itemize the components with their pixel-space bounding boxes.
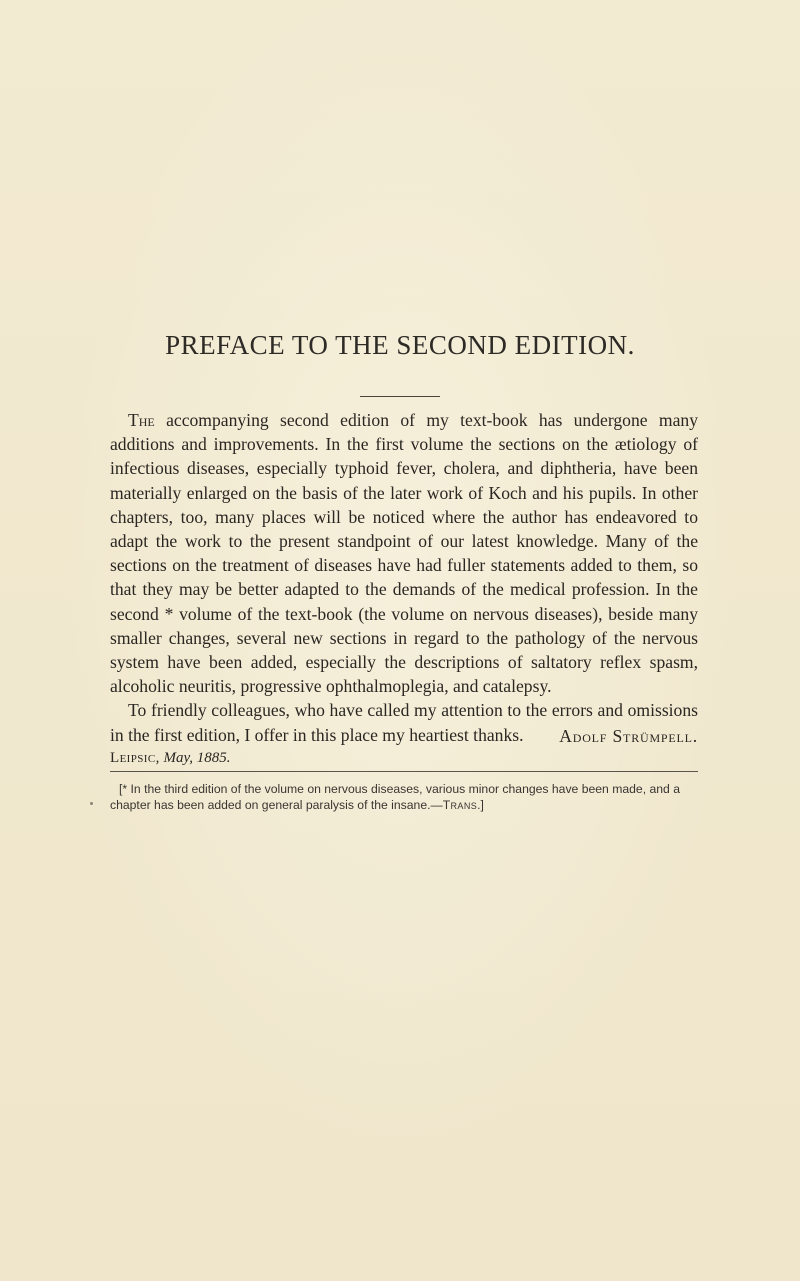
title-divider	[360, 396, 440, 397]
paragraph-1-text: accompanying second edition of my text-book has undergone many additions and improvements. In the first volume the sections on the ætiology of infectious diseases, especially typhoid fever, cholera, and diphtheria, have been materially enlarged on the basis of the later work of Koch and his pupils. In other chapters, too, many places will be noticed where the author has endeavored to adapt the work to the present standpoint of our latest knowledge. Many of the sections on the treatment of diseases have had fuller statements added to them, so that they may be better adapted to the demands of the medical profession. In the second * volume of the text-book (the volume on nervous diseases), beside many smaller changes, several new sections in regard to the pathology of the nervous system have been added, especially the descriptions of saltatory reflex spasm, alcoholic neuritis, progressive ophthalmoplegia, and catalepsy.	[110, 410, 698, 697]
footnote	[110, 781, 700, 813]
footnote-divider	[110, 771, 698, 772]
paragraph-2: To friendly colleagues, who have called my attention to the errors and omissions in the first edition, I offer in this place my heartiest thanks.	[110, 700, 698, 745]
paragraph-1	[110, 408, 698, 698]
place-date-line	[110, 750, 231, 767]
author-signature: Adolf Strümpell.	[559, 726, 698, 746]
paragraph-1-lead-word: The	[128, 410, 155, 430]
footnote-close: .]	[477, 798, 484, 812]
paper-speck	[90, 802, 93, 805]
preface-body	[110, 408, 698, 747]
date: May, 1885.	[163, 750, 231, 766]
footnote-trans-mark: Trans	[442, 798, 478, 812]
page-title: PREFACE TO THE SECOND EDITION.	[165, 330, 635, 360]
place: Leipsic,	[110, 750, 160, 766]
footnote-text: [* In the third edition of the volume on nervous diseases, various minor changes have been made, and a chapter has been added on general paralysis of the insane.—	[110, 782, 680, 812]
